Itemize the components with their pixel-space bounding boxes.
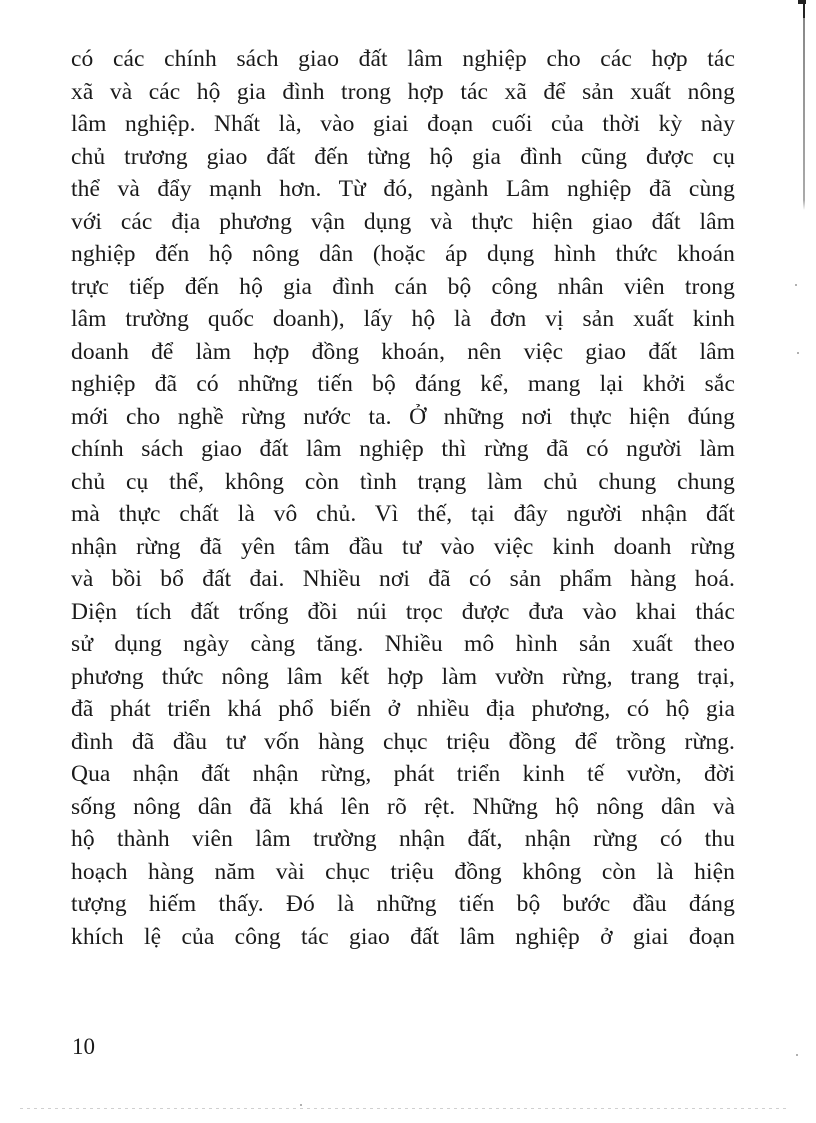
text-line: trực tiếp đến hộ gia đình cán bộ công nhân viên trong <box>71 273 735 300</box>
text-line: chủ cụ thể, không còn tình trạng làm chủ chung chung <box>71 468 735 495</box>
scan-edge <box>20 1108 790 1109</box>
text-line: với các địa phương vận dụng và thực hiện giao đất lâm <box>71 208 735 235</box>
text-line: sử dụng ngày càng tăng. Nhiều mô hình sản xuất theo <box>71 631 735 657</box>
page-number: 10 <box>72 1034 95 1059</box>
scan-speck <box>796 1054 798 1056</box>
scan-speck <box>795 284 797 286</box>
text-line: đã phát triển khá phổ biến ở nhiều địa phương, có hộ gia <box>71 696 735 722</box>
text-line: lâm trường quốc doanh), lấy hộ là đơn vị sản xuất kinh <box>71 306 735 332</box>
text-line: Qua nhận đất nhận rừng, phát triển kinh tế vườn, đời <box>71 761 735 787</box>
scan-speck <box>797 352 799 354</box>
text-line: mới cho nghề rừng nước ta. Ở những nơi thực hiện đúng <box>71 403 735 430</box>
text-line: đình đã đầu tư vốn hàng chục triệu đồng để trồng rừng. <box>71 728 735 755</box>
text-line: khích lệ của công tác giao đất lâm nghiệp ở giai đoạn <box>71 923 735 950</box>
text-line: nhận rừng đã yên tâm đầu tư vào việc kinh doanh rừng <box>71 533 735 560</box>
body-text <box>71 43 735 953</box>
text-line: phương thức nông lâm kết hợp làm vườn rừng, trang trại, <box>71 663 735 690</box>
text-line: có các chính sách giao đất lâm nghiệp cho các hợp tác <box>71 46 735 72</box>
text-line: hoạch hàng năm vài chục triệu đồng không còn là hiện <box>71 858 735 885</box>
text-line: xã và các hộ gia đình trong hợp tác xã để sản xuất nông <box>71 78 735 105</box>
text-line: chính sách giao đất lâm nghiệp thì rừng đã có người làm <box>71 436 735 462</box>
text-line: và bồi bổ đất đai. Nhiều nơi đã có sản phẩm hàng hoá. <box>71 566 735 592</box>
text-line: chủ trương giao đất đến từng hộ gia đình cũng được cụ <box>71 143 735 170</box>
text-line: doanh để làm hợp đồng khoán, nên việc giao đất lâm <box>71 338 735 365</box>
text-line: hộ thành viên lâm trường nhận đất, nhận rừng có thu <box>71 826 735 852</box>
text-line: nghiệp đến hộ nông dân (hoặc áp dụng hình thức khoán <box>71 241 735 267</box>
text-line: Diện tích đất trống đồi núi trọc được đưa vào khai thác <box>71 598 735 625</box>
scan-speck <box>300 1104 302 1106</box>
text-line: mà thực chất là vô chủ. Vì thế, tại đây người nhận đất <box>71 501 735 527</box>
text-line: sống nông dân đã khá lên rõ rệt. Những hộ nông dân và <box>71 793 735 820</box>
text-line: nghiệp đã có những tiến bộ đáng kể, mang lại khởi sắc <box>71 371 735 397</box>
text-line: thể và đẩy mạnh hơn. Từ đó, ngành Lâm nghiệp đã cùng <box>71 176 735 202</box>
text-line: lâm nghiệp. Nhất là, vào giai đoạn cuối của thời kỳ này <box>71 111 735 137</box>
text-line: tượng hiếm thấy. Đó là những tiến bộ bước đầu đáng <box>71 891 735 917</box>
binding-edge <box>803 0 805 1123</box>
